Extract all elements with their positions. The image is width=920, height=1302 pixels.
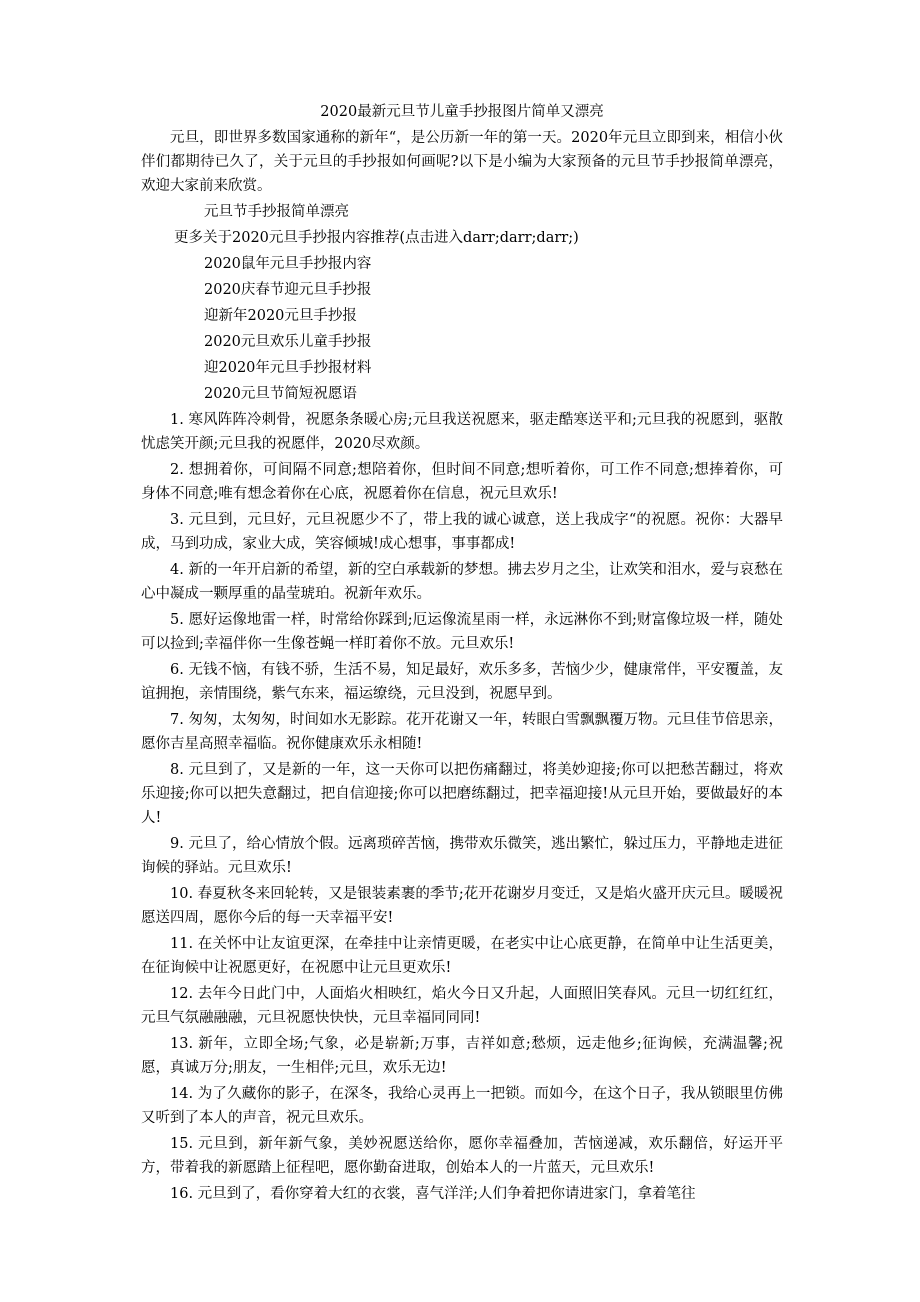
- link-item[interactable]: 迎新年2020元旦手抄报: [204, 308, 357, 324]
- link-item[interactable]: 2020元旦欢乐儿童手抄报: [204, 334, 372, 350]
- link-item[interactable]: 迎2020年元旦手抄报材料: [204, 360, 372, 376]
- wish-paragraph: 16. 元旦到了，看你穿着大红的衣裳，喜气洋洋;人们争着把你请进家门，拿着笔往: [170, 1186, 696, 1202]
- more-recommendations-link[interactable]: 更多关于2020元旦手抄报内容推荐(点击进入darr;darr;darr;): [174, 230, 579, 246]
- document-page: [141, 100, 783, 1208]
- wish-paragraph: 8. 元旦到了，又是新的一年，这一天你可以把伤痛翻过，将美妙迎接;你可以把愁苦翻过，将欢乐迎接;你可以把失意翻过，把自信迎接;你可以把磨练翻过，把幸福迎接!从元旦开始，要做最好的本人!: [141, 762, 783, 826]
- document-title: 2020最新元旦节儿童手抄报图片简单又漂亮: [320, 104, 604, 120]
- wish-paragraph: 9. 元旦了，给心情放个假。远离琐碎苦恼，携带欢乐微笑，逃出繁忙，躲过压力，平静地走进征询候的驿站。元旦欢乐!: [141, 836, 783, 876]
- wish-paragraph: 7. 匆匆，太匆匆，时间如水无影踪。花开花谢又一年，转眼白雪飘飘覆万物。元旦佳节倍思亲，愿你吉星高照幸福临。祝你健康欢乐永相随!: [141, 712, 783, 752]
- wish-paragraph: 11. 在关怀中让友谊更深，在牵挂中让亲情更暖，在老实中让心底更静，在简单中让生活更美，在征询候中让祝愿更好，在祝愿中让元旦更欢乐!: [141, 936, 783, 976]
- wish-paragraph: 13. 新年，立即全场;气象，必是崭新;万事，吉祥如意;愁烦，远走他乡;征询候，充满温馨;祝愿，真诚万分;朋友，一生相伴;元旦，欢乐无边!: [141, 1036, 783, 1076]
- intro-paragraph: 元旦，即世界多数国家通称的新年“，是公历新一年的第一天。2020年元旦立即到来，相信小伙伴们都期待已久了，关于元旦的手抄报如何画呢?以下是小编为大家预备的元旦节手抄报简单漂亮，欢迎大家前来欣赏。: [141, 130, 783, 194]
- wish-paragraph: 12. 去年今日此门中，人面焰火相映红，焰火今日又升起，人面照旧笑春风。元旦一切红红红，元旦气氛融融融，元旦祝愿快快快，元旦幸福同同同!: [141, 986, 783, 1026]
- link-item[interactable]: 2020元旦节简短祝愿语: [204, 386, 357, 402]
- wish-paragraph: 4. 新的一年开启新的希望，新的空白承载新的梦想。拂去岁月之尘，让欢笑和泪水，爱与哀愁在心中凝成一颗厚重的晶莹琥珀。祝新年欢乐。: [141, 562, 783, 602]
- wish-paragraph: 15. 元旦到，新年新气象，美妙祝愿送给你，愿你幸福叠加，苦恼递减，欢乐翻倍，好运开平方，带着我的新愿踏上征程吧，愿你勤奋进取，创始本人的一片蓝天，元旦欢乐!: [141, 1136, 783, 1176]
- wish-paragraph: 10. 春夏秋冬来回轮转，又是银装素裹的季节;花开花谢岁月变迁，又是焰火盛开庆元旦。暖暖祝愿送四周，愿你今后的每一天幸福平安!: [141, 886, 783, 926]
- wish-list: [141, 408, 783, 1206]
- wish-paragraph: 6. 无钱不恼，有钱不骄，生活不易，知足最好，欢乐多多，苦恼少少，健康常伴，平安覆盖，友谊拥抱，亲情围绕，紫气东来，福运缭绕，元旦没到，祝愿早到。: [141, 662, 783, 702]
- wish-paragraph: 2. 想拥着你，可间隔不同意;想陪着你，但时间不同意;想听着你，可工作不同意;想捧着你，可身体不同意;唯有想念着你在心底，祝愿着你在信息，祝元旦欢乐!: [141, 462, 783, 502]
- wish-paragraph: 5. 愿好运像地雷一样，时常给你踩到;厄运像流星雨一样，永远淋你不到;财富像垃圾一样，随处可以捡到;幸福伴你一生像苍蝇一样盯着你不放。元旦欢乐!: [141, 612, 783, 652]
- subheading: 元旦节手抄报简单漂亮: [204, 204, 349, 220]
- wish-paragraph: 14. 为了久藏你的影子，在深冬，我给心灵再上一把锁。而如今，在这个日子，我从锁眼里仿佛又听到了本人的声音，祝元旦欢乐。: [141, 1086, 783, 1126]
- link-item[interactable]: 2020庆春节迎元旦手抄报: [204, 282, 372, 298]
- wish-paragraph: 3. 元旦到，元旦好，元旦祝愿少不了，带上我的诚心诚意，送上我成字“的祝愿。祝你：大器早成，马到功成，家业大成，笑容倾城!成心想事，事事都成!: [141, 512, 783, 552]
- link-list: [141, 252, 783, 406]
- wish-paragraph: 1. 寒风阵阵冷刺骨，祝愿条条暖心房;元旦我送祝愿来，驱走酷寒送平和;元旦我的祝愿到，驱散忧虑笑开颜;元旦我的祝愿伴，2020尽欢颜。: [141, 412, 783, 452]
- link-item[interactable]: 2020鼠年元旦手抄报内容: [204, 256, 372, 272]
